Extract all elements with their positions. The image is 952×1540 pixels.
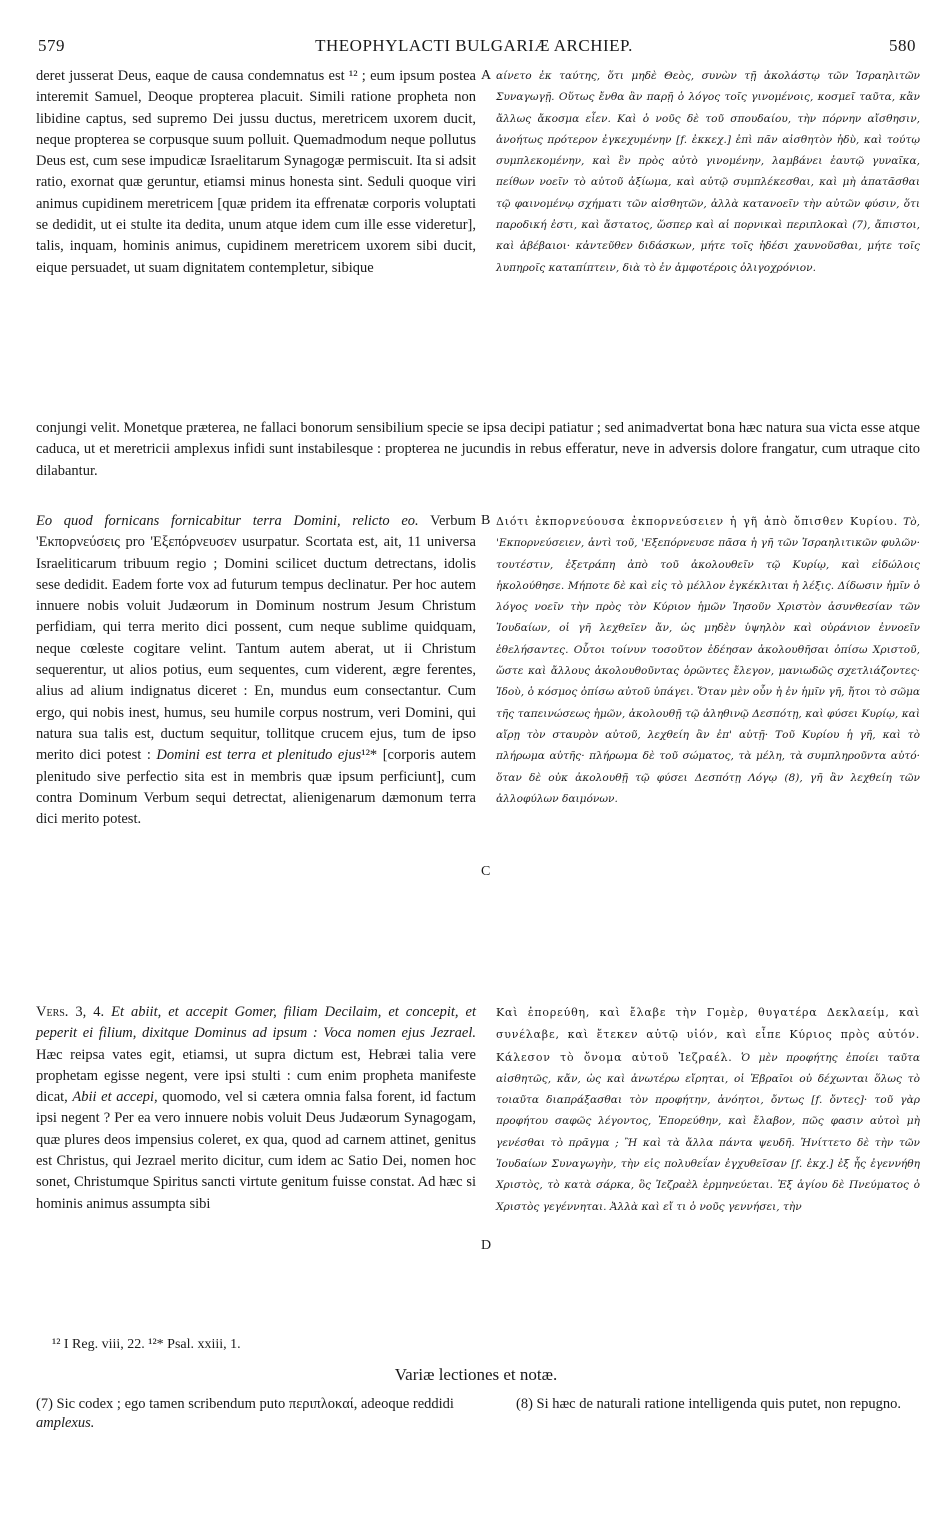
margin-mark-d: D — [481, 1238, 492, 1253]
left-page-number: 579 — [38, 36, 65, 55]
margin-mark-c: C — [481, 864, 491, 879]
greek-lemma-2: Διότι ἐκπορνεύουσα ἐκπορνεύσειεν ἡ γῆ ἀπὸ ὄπισθεν Κυρίου. — [496, 515, 899, 528]
latin-lemma-3: Et abiit, et accepit Gomer, filiam Decilaim, et concepit, et peperit ei filium, dixitque Dominus ad ipsum : Voca nomen ejus Jezrael. — [36, 1004, 476, 1042]
verse-ref: Vers. 3, 4. — [36, 1004, 105, 1020]
latin-tail-3: quomodo, vel si cætera omnia falsa forent, id factum ipsi negent ? Per ea vero innuere nobis voluit Deus Judæorum Synagogam, quæ plures deos impensius coleret, ex qua, quod ad carnem attinet, genitus est Christus, qui Jezrael merito dicitur, cum idem ac Satio Dei, nomen hoc sonet, Christumque Spiritus sancti virtute genitum fuisse constat. Ad hæc si hominis animus assumpta sibi — [36, 1089, 477, 1212]
full-width-paragraph: conjungi velit. Monetque præterea, ne fallaci bonorum sensibilium specie se ipsa decipi patiatur ; sed animadvertat bona hæc natura sua victa esse atque caduca, ut et meretricii amplexus infidi sunt instabilesque : propterea ne jucundis in rebus efferatur, neve in adversis dolore frangatur, cum utraque cito dilabantur. — [36, 420, 920, 479]
latin-lemma-2: Eo quod fornicans fornicabitur terra Domini, relicto eo. — [36, 513, 419, 529]
note-7-italic: amplexus. — [36, 1415, 95, 1431]
running-title: THEOPHYLACTI BULGARIÆ ARCHIEP. — [315, 36, 633, 55]
latin-quote-3: Abii et accepi, — [72, 1089, 158, 1106]
footnote-references: ¹² I Reg. viii, 22. ¹²* Psal. xxiii, 1. — [52, 1337, 241, 1352]
margin-mark-a: A — [481, 68, 492, 83]
greek-text-3: Ὁ μὲν προφήτης ἐποίει ταῦτα αἰσθητῶς, κἄν, ὡς καὶ ἀνωτέρω εἴρηται, οἱ Ἑβραῖοι οὐ δέχωνται ὅλως τὸ τοιαῦτα διαπράξασθαι τὸν προφήτην, ἀνόητοι, ὄντως [f. ὄντες]· τοῦ γὰρ προφήτου σαφῶς λέγοντος, Ἐπορεύθην, καὶ ἔλαβον, πῶς φασιν αὐτοὶ μὴ γενέσθαι τὸ πρᾶγμα ; Ἢ καὶ τὰ ἄλλα πάντα ψευδῆ. Ἠνίττετο δὲ τὴν τῶν Ἰουδαίων Συναγωγὴν, τὴν εἰς πολυθεΐαν ἐγχυθεῖσαν [f. ἐκχ.] ἐξ ἧς ἐγεννήθη Χριστὸς, τὸ κατὰ σάρκα, ὃς Ἰεζραὲλ ἑρμηνεύεται. Ἐξ ἁγίου δὲ Πνεύματος ὁ Χριστὸς γεγέννηται. Ἀλλὰ καὶ εἴ τι ὁ νοῦς γεννήσει, τὴν — [496, 1051, 920, 1213]
note-7 — [36, 1395, 476, 1433]
latin-text-2: Verbum 'Εκπορνεύσεις pro 'Εξεπόρνευσεν usurpatur. Scortata est, ait, 11 universa Israeliticarum tribuum regio ; Domini scilicet ductum detrectans, idolis sese dedidit. Eadem forte vox ad futurum tempus declinatur. Per hoc autem innuere nobis voluit Judæorum in Dominum nostrum Jesum Christum perfidiam, qui terra merito dici possent, cum neque sublime quidquam, neque cœleste cogitare velint. Tantum autem aberat, ut ii Christum sequerentur, ut alios potius, eum sequentes, cum viderent, ægre ferentes, alius ad alium indignatus diceret : En, mundus eum consectantur. Cum ergo, qui nobis inest, humus, seu humile corpus nostrum, veri Domini, qui natura sua talis est, ductum sequitur, tollitque crucem ejus, tum de ipso merito dici potest : — [36, 513, 476, 764]
greek-text-2: Τὸ, 'Εκπορνεύσειεν, ἀντὶ τοῦ, 'Εξεπόρνευσε πᾶσα ἡ γῆ τῶν Ἰσραηλιτικῶν φυλῶν· τουτέστιν, ἐξετράπη ἀπὸ τοῦ ἀκολουθεῖν τῷ Κυρίῳ, καὶ εἰδώλοις ἠκολούθησε. Μήποτε δὲ καὶ εἰς τὸ μέλλον ἐγκέκλιται ἡ λέξις. Δίδωσιν ἡμῖν ὁ λόγος νοεῖν τὴν πρὸς τὸν Κύριον ἡμῶν Ἰησοῦν Χριστὸν ἀσυνθεσίαν τῶν Ἰουδαίων, οἱ γῆ λεχθεῖεν ἄν, ὡς μηδὲν ὑψηλὸν καὶ οὐράνιον ἐννοεῖν ἐθελήσαντες. Οὗτοι τοίνυν τοσοῦτον ἐδέησαν ἀκολουθῆσαι ὀπίσω Χριστοῦ, ὥστε καὶ ἄλλους ἀκολουθοῦντας ὁρῶντες ἔλεγον, μανιωδῶς σχετλιάζοντες· Ἰδοὺ, ὁ κόσμος ὀπίσω αὐτοῦ ὑπάγει. Ὅταν μὲν οὖν ἡ ἐν ἡμῖν γῆ, ἤτοι τὸ σῶμα τῆς ταπεινώσεως ἡμῶν, ἀκολουθῇ τῷ ἀληθινῷ Δεσπότῃ, καὶ φύσει Κυρίῳ, καὶ αἴρῃ τὸν σταυρὸν αὐτοῦ, λεχθείη ἂν ἐπ' αὐτῇ· Τοῦ Κυρίου ἡ γῆ, καὶ τὸ πλήρωμα αὐτῆς· πλήρωμα δὲ τοῦ σώματος, τὰ μέλη, τὰ συμπληροῦντα αὐτό· ὅταν δὲ οὐκ ἀκολουθῇ τῷ φύσει Δεσπότῃ Λόγῳ (8), γῆ ἂν λεχθείη τῶν ἀλλοφύλων δαιμόνων. — [496, 516, 920, 805]
margin-mark-b: B — [481, 513, 491, 528]
note-7-text: (7) Sic codex ; ego tamen scribendum puto περιπλοκαί, adeoque reddidi — [36, 1396, 454, 1412]
greek-column-2 — [496, 511, 920, 810]
page-header — [32, 36, 916, 58]
greek-column-1: αίνετο ἐκ ταύτης, ὅτι μηδὲ Θεὸς, συνὼν τῇ ἀκολάστῳ τῶν Ἰσραηλιτῶν Συναγωγῇ. Οὕτως ἔνθα ἂν παρῇ ὁ λόγος τοῖς γινομένοις, κοσμεῖ ταῦτα, κἂν ἄλλως ἄκοσμα εἶεν. Καὶ ὁ νοῦς δὲ τοῦ σπουδαίου, τὴν πόρνην αἴσθησιν, ἀνοήτως πρότερον ἐγκεχυμένην [f. ἐκκεχ.] ἐπὶ πᾶν αἰσθητὸν ἡδὺ, καὶ τούτῳ συμπλεκομένην, καὶ ἓν πρὸς αὐτὸ γινομένην, λαμβάνει ἑαυτῷ γυναῖκα, πείθων νοεῖν τὸ αὐτοῦ ἀξίωμα, καὶ αὐτῷ συμπλέκεσθαι, καὶ μὴ ἀπατᾶσθαι τῷ φαινομένῳ σχήματι τῶν αἰσθητῶν, ἀλλὰ κατανοεῖν τὴν αὐτῶν φύσιν, ὅτι παροδική ἐστι, καὶ ἄστατος, ὥσπερ καὶ αἱ πορνικαὶ περιπλοκαὶ (7), ἄπιστοι, καὶ ἀβέβαιοι· κἀντεῦθεν διδάσκων, μήτε τοῖς ἡδέσι χαυνοῦσθαι, μήτε τοῖς λυπηροῖς καταπίπτειν, διὰ τὸ ἐν ἀμφοτέροις ὀλιγοχρόνιον. — [496, 70, 920, 274]
right-page-number: 580 — [889, 36, 916, 55]
variae-lectiones-title: Variæ lectiones et notæ. — [394, 1365, 558, 1384]
note-8: (8) Si hæc de naturali ratione intelligenda quis putet, non repugno. — [516, 1396, 901, 1412]
latin-text-3: Hæc reipsa vates egit, etiamsi, ut supra dictum est, Hebræi talia vere prophetam egisse negent, vere ipsi stulti : cum enim propheta manifeste dicat, — [36, 1046, 476, 1106]
latin-column-3 — [36, 1002, 476, 1215]
greek-lemma-3: Καὶ ἐπορεύθη, καὶ ἔλαβε τὴν Γομὲρ, θυγατέρα Δεκλαείμ, καὶ συνέλαβε, καὶ ἔτεκεν αὐτῷ υἱόν, καὶ εἶπε Κύριος πρὸς αὐτόν. Κάλεσον τὸ ὄνομα αὐτοῦ Ἰεζραέλ. — [496, 1006, 920, 1064]
latin-column-2 — [36, 511, 476, 830]
latin-quote-2: Domini est terra et plenitudo ejus — [156, 747, 362, 764]
latin-tail-2: ¹²* [corporis autem plenitudo sive perfectio sita est in membris quæ ipsum perficiunt], cum contra Dominum Verbum sequi detrectat, alienigenarum dæmonum terra dici merito potest. — [36, 747, 476, 828]
latin-column-1: deret jusserat Deus, eaque de causa condemnatus est ¹² ; eum ipsum postea interemit Samuel, Deoque propterea placuit. Simili ratione propheta non libidine captus, sed supremo Dei jussu ductus, meretricem uxorem ducit, neque propterea se corpusque suum polluit. Quemadmodum neque pollutus Deus est, cum sese impudicæ Israelitarum Synagogæ permiscuit. Ita si adsit ratio, exornat quæ geruntur, etiamsi minus honesta sint. Seduli quoque viri animus cupidinem meretricem [quæ pridem ita effrenatæ corporis voluptati se dedidit, ut ei stulte ita dedita, unum atque idem cum ille esse videretur], talis, inquam, hominis animus, cupidinem meretricem uxorem sibi ducit, eique persuadet, ut suam dignitatem contempletur, sibique — [36, 68, 476, 276]
greek-column-3 — [496, 1002, 920, 1218]
